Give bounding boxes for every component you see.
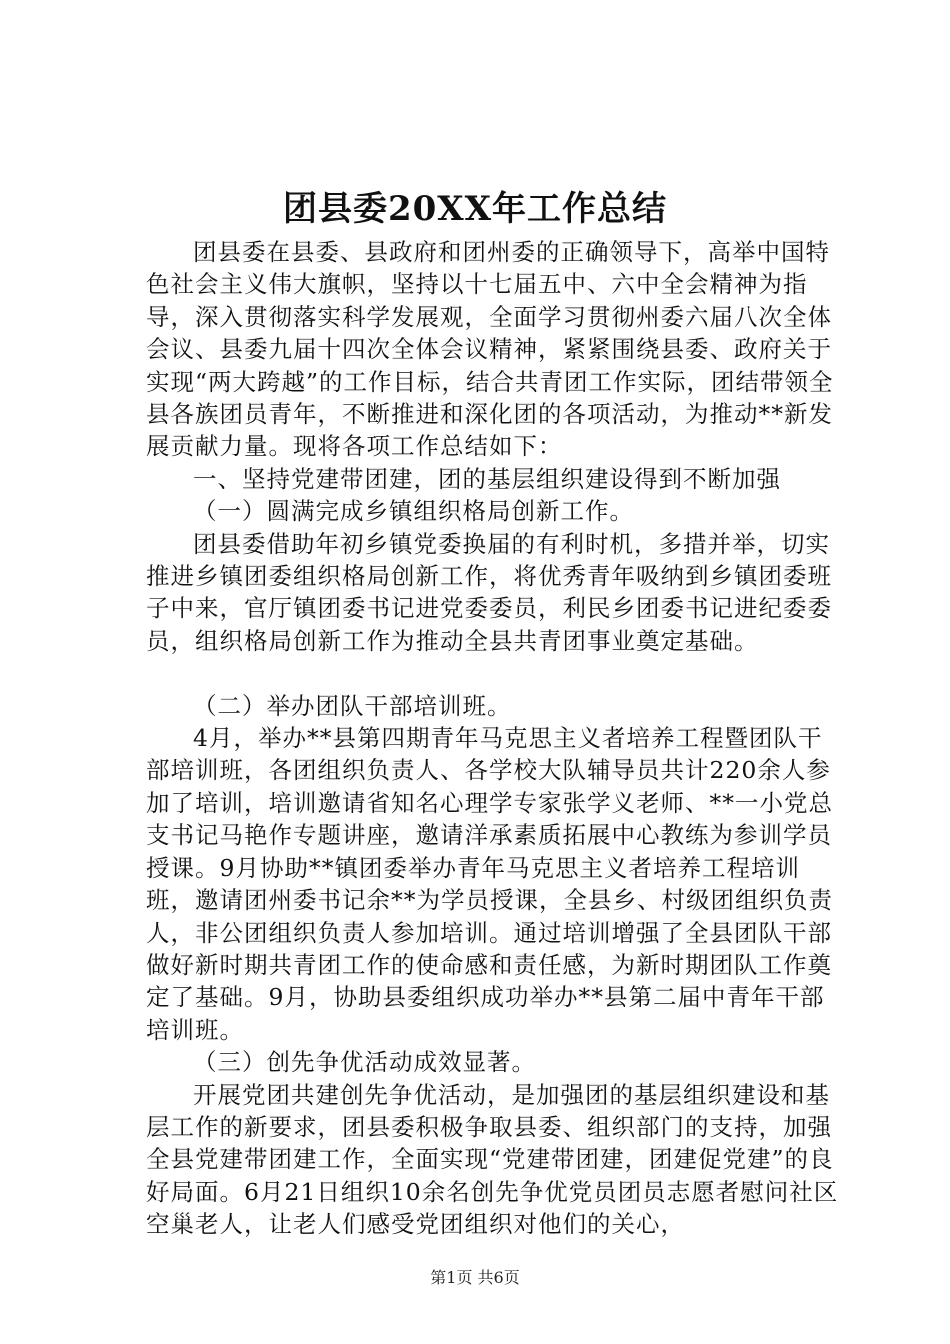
body-paragraph-2: 4月，举办**县第四期青年马克思主义者培养工程暨团队干部培训班，各团组织负责人、各学校大队辅导员共计220余人参加了培训，培训邀请省知名心理学专家张学义老师、**一小党总支书记马艳作专题讲座，邀请洋承素质拓展中心教练为参训学员授课。9月协助**镇团委举办青年马克思主义者培养工程培训班，邀请团州委书记余**为学员授课，全县乡、村级团组织负责人，非公团组织负责人参加培训。通过培训增强了全县团队干部做好新时期共青团工作的使命感和责任感，为新时期团队工作奠定了基础。9月，协助县委组织成功举办**县第二届中青年干部培训班。 (146, 724, 833, 1044)
intro-paragraph: 团县委在县委、县政府和团州委的正确领导下，高举中国特色社会主义伟大旗帜，坚持以十七届五中、六中全会精神为指导，深入贯彻落实科学发展观，全面学习贯彻州委六届八次全体会议、县委九届十四次全体会议精神，紧紧围绕县委、政府关于实现“两大跨越”的工作目标，结合共青团工作实际，团结带领全县各族团员青年，不断推进和深化团的各项活动，为推动**新发展贡献力量。现将各项工作总结如下： (146, 238, 834, 461)
document-body (146, 236, 846, 1241)
subsection-heading-3: （三）创先争优活动成效显著。 (193, 1048, 536, 1077)
page-footer: 第1页 共6页 (430, 1268, 520, 1287)
subsection-heading-2: （二）举办团队干部培训班。 (193, 691, 512, 720)
body-paragraph-3: 开展党团共建创先争优活动，是加强团的基层组织建设和基层工作的新要求，团县委积极争取县委、组织部门的支持，加强全县党建带团建工作，全面实现“党建带团建，团建促党建”的良好局面。6月21日组织10余名创先争优党员团员志愿者慰问社区空巢老人，让老人们感受党团组织对他们的关心， (146, 1080, 839, 1239)
subsection-heading-1: （一）圆满完成乡镇组织格局创新工作。 (193, 497, 634, 526)
document-title: 团县委20XX年工作总结 (282, 189, 668, 229)
section-heading-1: 一、坚持党建带团建，团的基层组织建设得到不断加强 (193, 464, 781, 493)
body-paragraph-1: 团县委借助年初乡镇党委换届的有利时机，多措并举，切实推进乡镇团委组织格局创新工作，将优秀青年吸纳到乡镇团委班子中来，官厅镇团委书记进党委委员，利民乡团委书记进纪委委员，组织格局创新工作为推动全县共青团事业奠定基础。 (146, 529, 832, 655)
